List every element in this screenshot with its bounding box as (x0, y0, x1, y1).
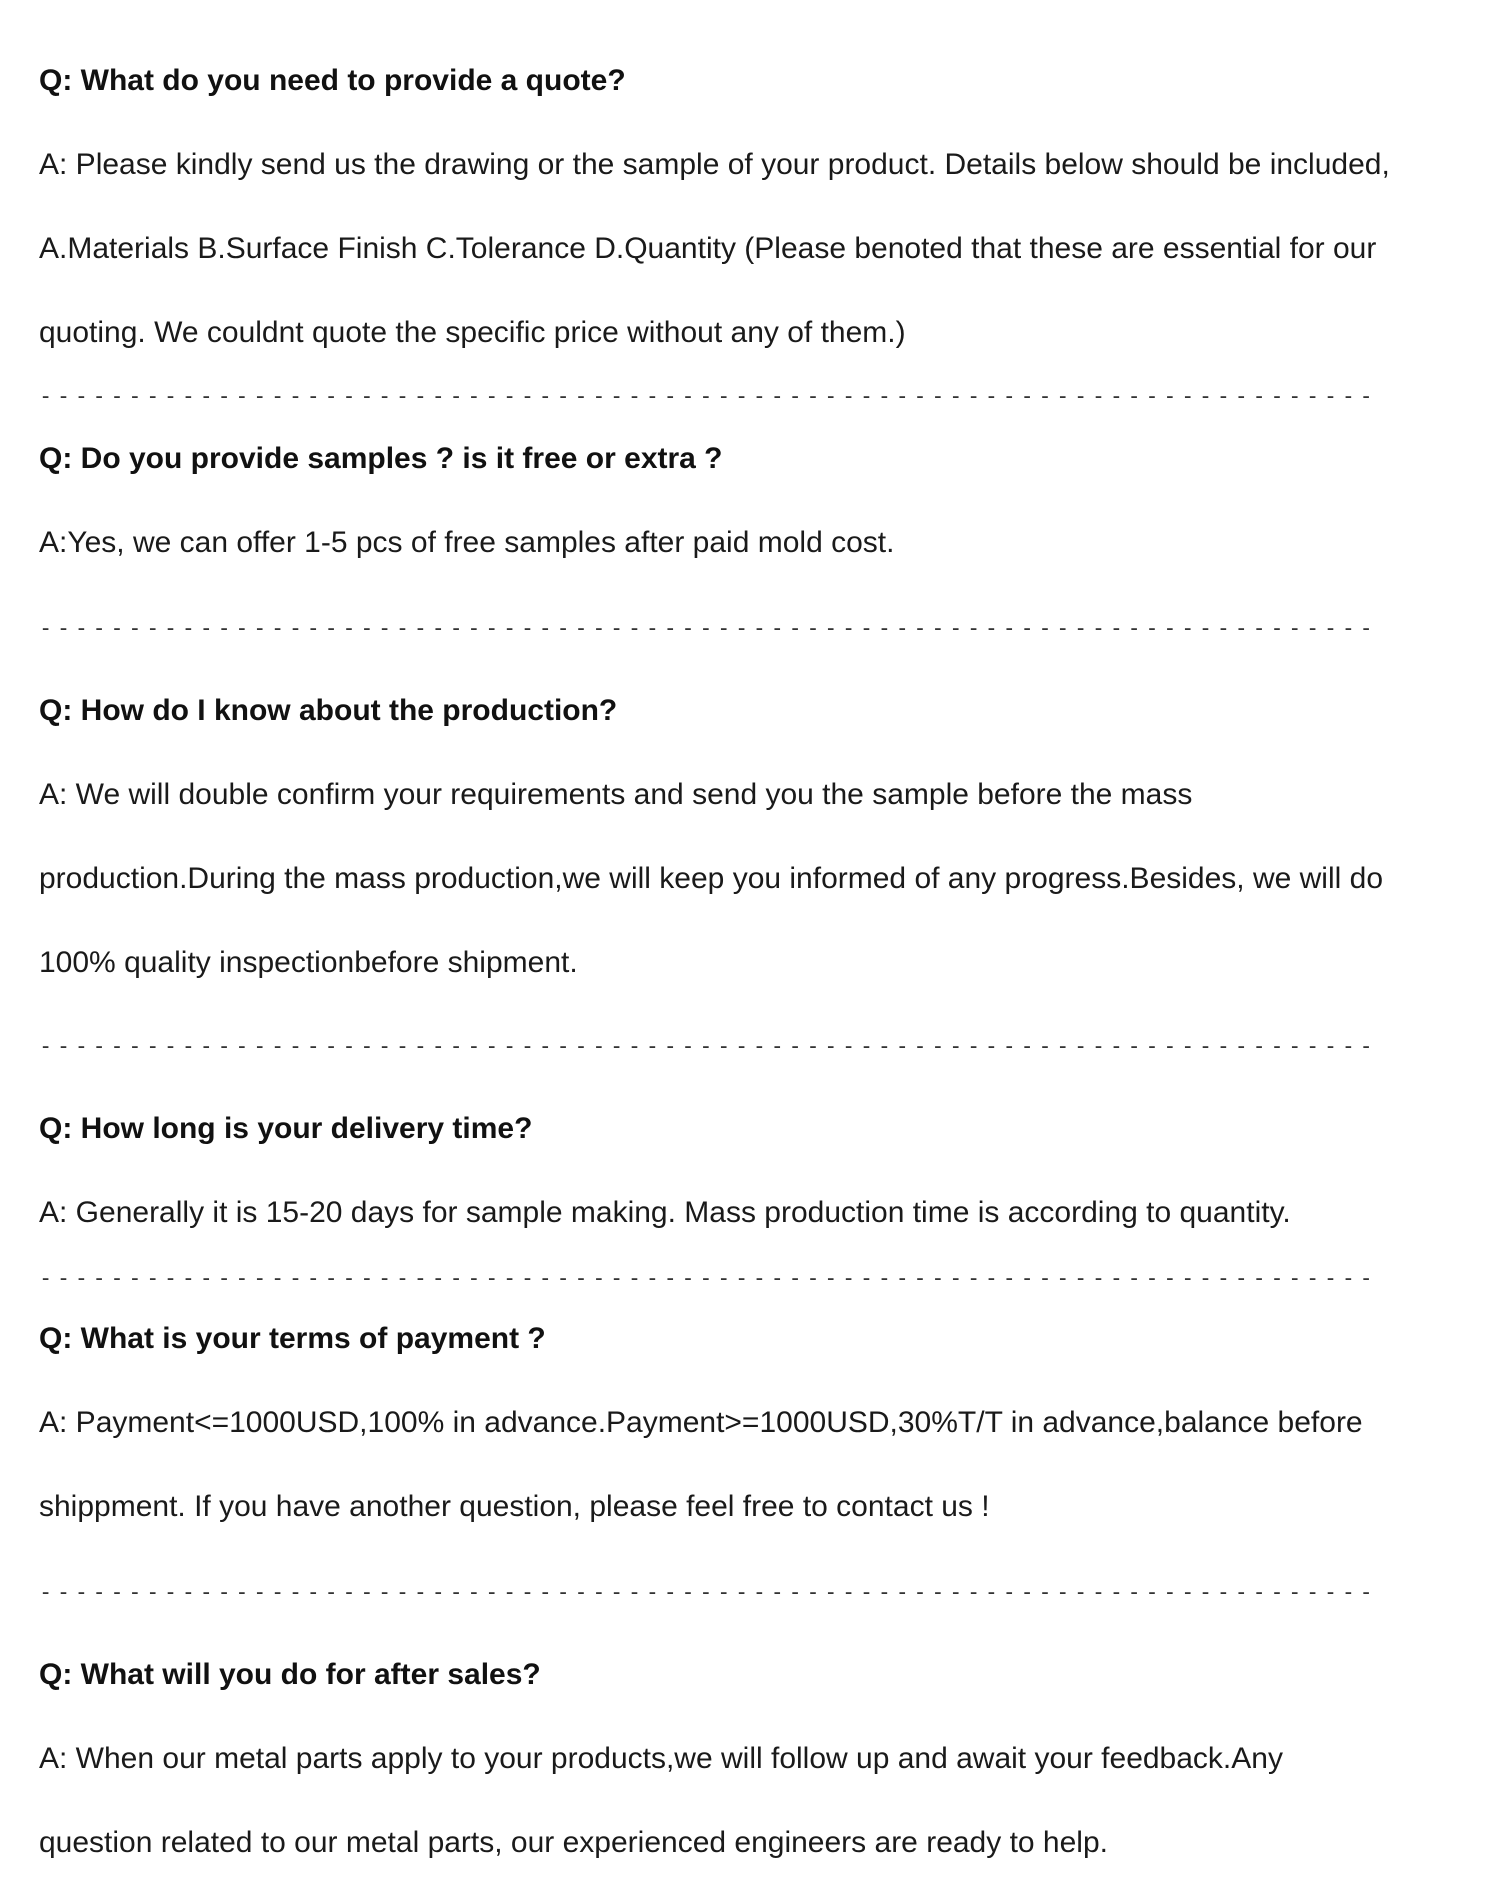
faq-answer-line: production.During the mass production,we will keep you informed of any progress.Besides, we will do (39, 862, 1384, 895)
faq-question-payment: Q: What is your terms of payment ? (39, 1322, 546, 1355)
divider: --------------------------------------------------------------------------- (39, 616, 1378, 641)
faq-answer-line: 100% quality inspectionbefore shipment. (39, 946, 578, 979)
faq-question-after-sales: Q: What will you do for after sales? (39, 1658, 541, 1691)
faq-question-delivery: Q: How long is your delivery time? (39, 1112, 533, 1145)
divider: --------------------------------------------------------------------------- (39, 1580, 1378, 1605)
faq-answer-line: A: Please kindly send us the drawing or the sample of your product. Details below should be included, (39, 148, 1390, 181)
faq-answer-line: shippment. If you have another question, please feel free to contact us ! (39, 1490, 990, 1523)
faq-answer-line: A: We will double confirm your requirements and send you the sample before the mass (39, 778, 1193, 811)
divider: --------------------------------------------------------------------------- (39, 384, 1378, 409)
divider: --------------------------------------------------------------------------- (39, 1034, 1378, 1059)
faq-answer-line: question related to our metal parts, our experienced engineers are ready to help. (39, 1826, 1108, 1859)
faq-question-samples: Q: Do you provide samples ? is it free or extra ? (39, 442, 723, 475)
faq-question-quote: Q: What do you need to provide a quote? (39, 64, 626, 97)
faq-answer-line: A: Payment<=1000USD,100% in advance.Payment>=1000USD,30%T/T in advance,balance before (39, 1406, 1363, 1439)
faq-answer-line: quoting. We couldnt quote the specific price without any of them.) (39, 316, 906, 349)
faq-question-production: Q: How do I know about the production? (39, 694, 618, 727)
faq-answer-line: A:Yes, we can offer 1-5 pcs of free samples after paid mold cost. (39, 526, 895, 559)
faq-answer-line: A.Materials B.Surface Finish C.Tolerance D.Quantity (Please benoted that these are essential for our (39, 232, 1377, 265)
divider: --------------------------------------------------------------------------- (39, 1266, 1378, 1291)
faq-answer-line: A: When our metal parts apply to your products,we will follow up and await your feedback.Any (39, 1742, 1283, 1775)
faq-answer-line: A: Generally it is 15-20 days for sample making. Mass production time is according to quantity. (39, 1196, 1291, 1229)
